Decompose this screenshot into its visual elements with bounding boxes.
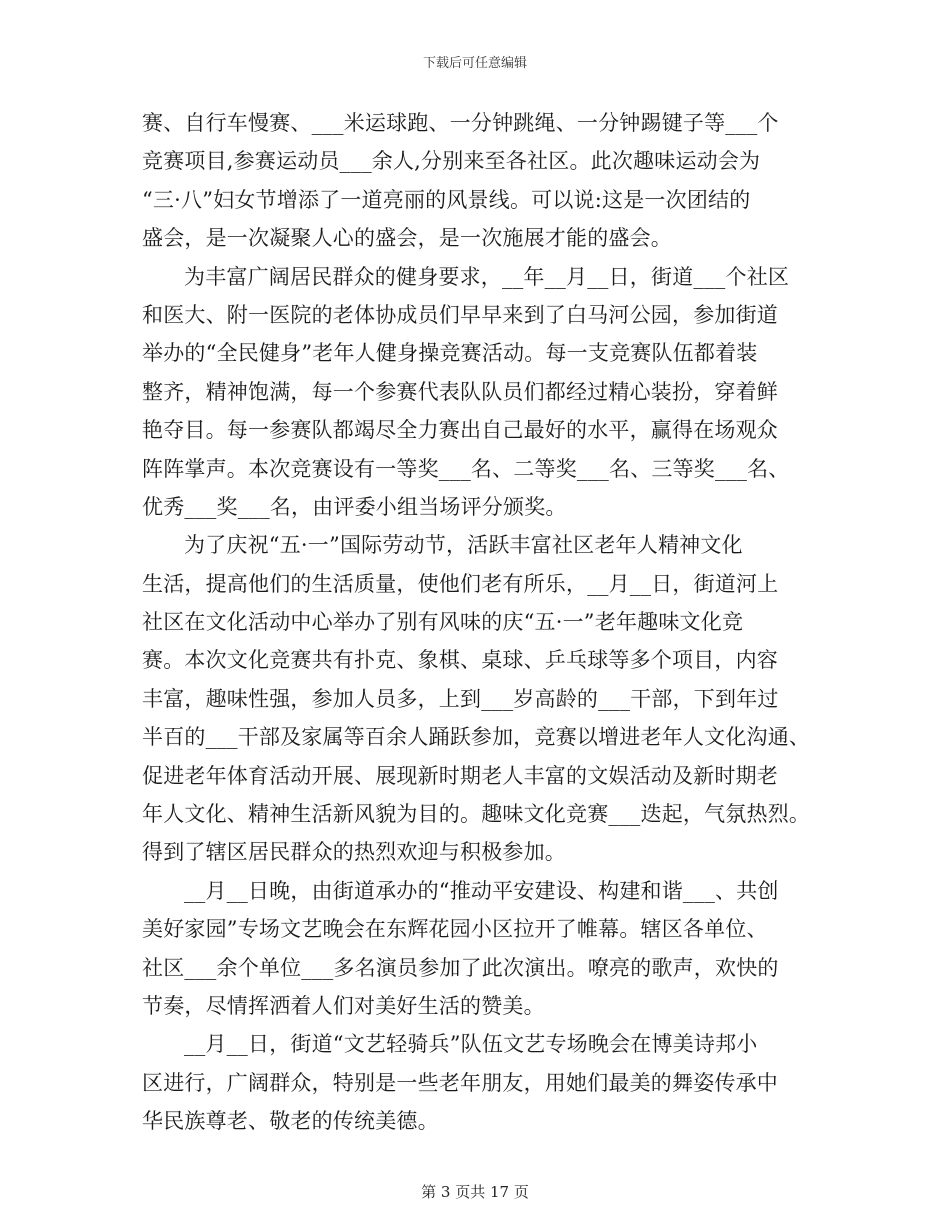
text-line: 阵阵掌声。本次竞赛设有一等奖___名、二等奖___名、三等奖___名、 [142,456,790,481]
text-line: 年人文化、精神生活新风貌为目的。趣味文化竞赛___迭起，气氛热烈。 [142,802,811,827]
text-line: 生活，提高他们的生活质量，使他们老有所乐，__月__日，街道河上 [142,571,779,596]
text-line: 丰富，趣味性强，参加人员多，上到___岁高龄的___干部，下到年过 [142,686,779,711]
paragraph-first-line: __月__日，街道“文艺轻骑兵”队伍文艺专场晚会在博美诗邦小 [184,1032,758,1057]
text-line: 美好家园”专场文艺晚会在东辉花园小区拉开了帷幕。辖区各单位、 [142,917,768,942]
text-line: 盛会，是一次凝聚人心的盛会，是一次施展才能的盛会。 [142,226,672,251]
text-line: 赛、自行车慢赛、___米运球跑、一分钟跳绳、一分钟踢键子等___个 [142,111,779,135]
text-line: 举办的“全民健身”老年人健身操竞赛活动。每一支竞赛队伍都着装 [142,341,758,366]
text-line: 促进老年体育活动开展、展现新时期老人丰富的文娱活动及新时期老 [142,763,778,788]
text-line: 竞赛项目,参赛运动员___余人,分别来至各社区。此次趣味运动会为 [142,149,761,174]
document-body [142,104,822,1141]
text-line: “三·八”妇女节增添了一道亮丽的风景线。可以说:这是一次团结的 [142,187,751,212]
paragraph-first-line: 为丰富广阔居民群众的健身要求，__年__月__日，街道___个社区 [184,264,790,289]
text-line: 节奏，尽情挥洒着人们对美好生活的赞美。 [142,993,545,1018]
page-footer: 第 3 页共 17 页 [421,1183,529,1201]
text-line: 社区在文化活动中心举办了别有风味的庆“五·一”老年趣味文化竞 [142,610,744,635]
page-header: 下载后可任意编辑 [422,56,527,71]
text-line: 社区___余个单位___多名演员参加了此次演出。嘹亮的歌声，欢快的 [142,955,779,980]
paragraph-first-line: 为了庆祝“五·一”国际劳动节，活跃丰富社区老年人精神文化 [184,533,743,558]
text-line: 整齐，精神饱满，每一个参赛代表队队员们都经过精心装扮，穿着鲜 [142,379,778,404]
text-line: 艳夺目。每一参赛队都竭尽全力赛出自己最好的水平，赢得在场观众 [142,418,778,443]
paragraph-first-line: __月__日晚，由街道承办的“推动平安建设、构建和谐___、共创 [184,878,779,903]
text-line: 和医大、附一医院的老体协成员们早早来到了白马河公园，参加街道 [142,302,778,327]
text-line: 区进行，广阔群众，特别是一些老年朋友，用她们最美的舞姿传承中 [142,1070,778,1095]
text-line: 赛。本次文化竞赛共有扑克、象棋、桌球、乒乓球等多个项目，内容 [142,648,778,673]
text-line: 半百的___干部及家属等百余人踊跃参加，竞赛以增进老年人文化沟通、 [142,725,811,750]
text-line: 优秀___奖___名，由评委小组当场评分颁奖。 [142,494,567,519]
text-line: 得到了辖区居民群众的热烈欢迎与积极参加。 [142,840,566,865]
text-line: 华民族尊老、敬老的传统美德。 [142,1109,439,1134]
